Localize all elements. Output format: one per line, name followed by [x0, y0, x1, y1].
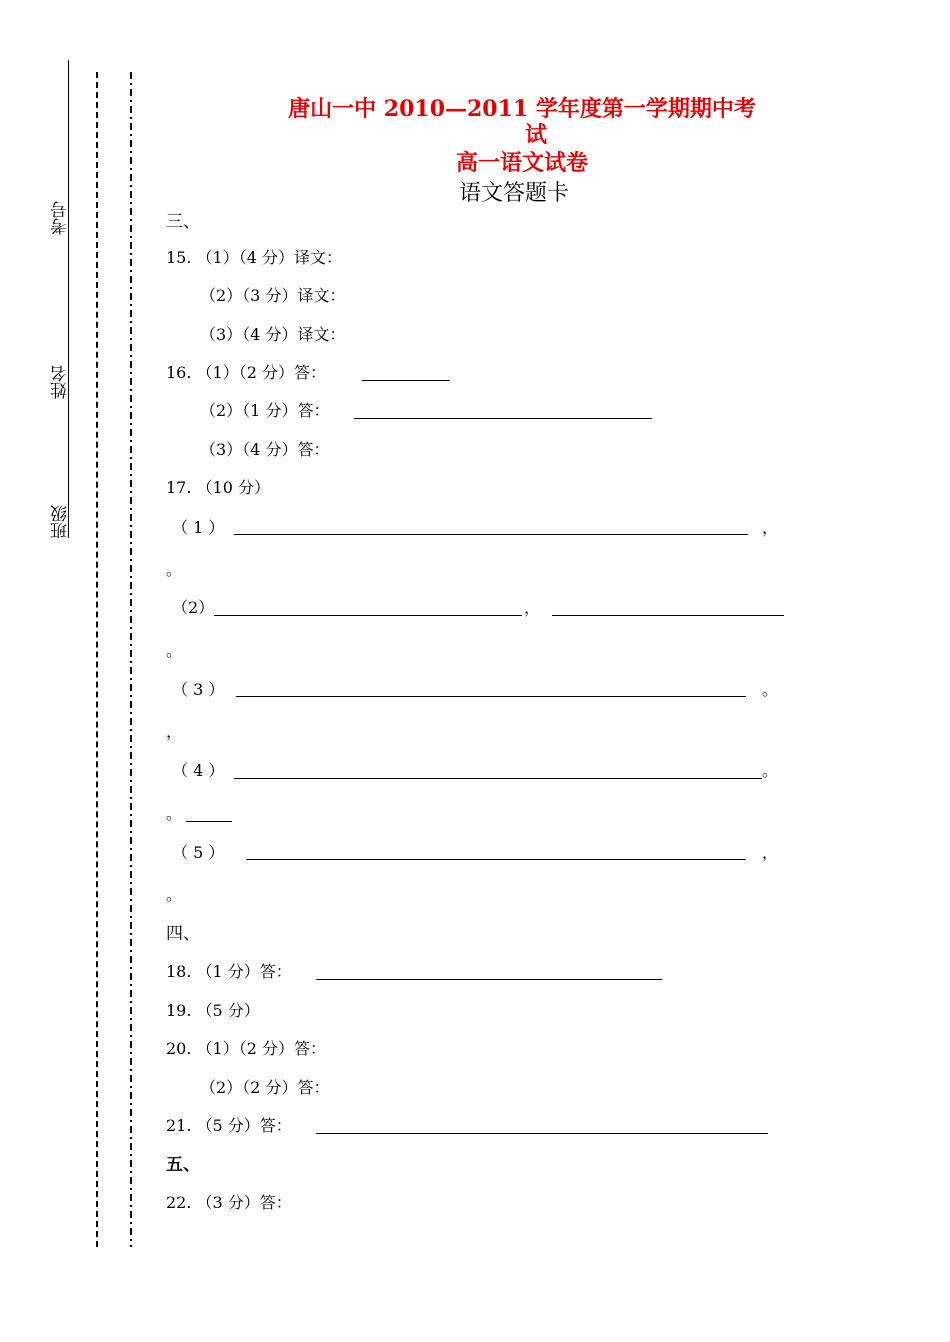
- exam-title-line3: 高一语文试卷: [455, 150, 588, 176]
- q21: 21. （5 分）答：: [166, 1116, 292, 1135]
- q17-item3-end: 。: [762, 680, 779, 699]
- q17-item1-next: 。: [166, 560, 183, 579]
- q17-item4-next: 。: [166, 804, 183, 823]
- q17-item5-end: ，: [762, 843, 779, 862]
- q17-item4-label: （ 4 ）: [172, 761, 225, 780]
- q17-item5-next: 。: [166, 885, 183, 904]
- q17-item3-next: ，: [166, 722, 183, 741]
- q16-part2-blank[interactable]: [354, 418, 652, 419]
- binding-line-dashdot: [130, 72, 132, 1247]
- q15-part1: 15. （1）（4 分）译文：: [166, 248, 342, 267]
- q17-heading: 17. （10 分）: [166, 478, 270, 497]
- section-4-heading: 四、: [166, 924, 200, 944]
- q17-item3-label: （ 3 ）: [172, 680, 225, 699]
- q16-part3: （3）（4 分）答：: [200, 440, 330, 459]
- q17-item5-label: （ 5 ）: [172, 843, 225, 862]
- section-3-heading: 三、: [166, 212, 200, 232]
- q17-item1-end: ，: [762, 518, 779, 537]
- binding-line-solid: [68, 60, 69, 538]
- q20-part1: 20. （1）（2 分）答：: [166, 1039, 326, 1058]
- name-label: 姓名: [51, 365, 71, 399]
- q17-item2-mid: ，: [524, 598, 541, 617]
- q17-item5-blank[interactable]: [246, 859, 746, 860]
- q17-item4-next-blank[interactable]: [186, 821, 232, 822]
- class-label: 班级: [51, 505, 71, 539]
- q15-part3: （3）（4 分）译文：: [200, 325, 346, 344]
- q22: 22. （3 分）答：: [166, 1193, 292, 1212]
- q16-part1-blank[interactable]: [362, 380, 450, 381]
- q15-part2: （2）（3 分）译文：: [200, 286, 346, 305]
- binding-line-dashed: [96, 72, 98, 1247]
- q16-part1: 16. （1）（2 分）答：: [166, 363, 326, 382]
- exam-title-line2: 试: [524, 122, 547, 148]
- answer-card-title: 语文答题卡: [458, 181, 569, 206]
- exam-no-label: 考号: [51, 201, 71, 235]
- q17-item2-next: 。: [166, 641, 183, 660]
- q18-blank[interactable]: [316, 979, 662, 980]
- q17-item4-blank[interactable]: [234, 778, 762, 779]
- q17-item3-blank[interactable]: [236, 696, 746, 697]
- q17-item1-blank[interactable]: [234, 534, 748, 535]
- q18: 18. （1 分）答：: [166, 962, 292, 981]
- q17-item2-blank-a[interactable]: [214, 615, 522, 616]
- exam-title-line1: 唐山一中 2010—2011 学年度第一学期期中考: [288, 96, 756, 122]
- q17-item2-label: （2）: [172, 598, 215, 617]
- q17-item2-blank-b[interactable]: [552, 615, 784, 616]
- q17-item1-label: （ 1 ）: [172, 518, 225, 537]
- q19: 19. （5 分）: [166, 1001, 260, 1020]
- section-5-heading: 五、: [166, 1155, 200, 1175]
- q17-item4-end: 。: [762, 761, 779, 780]
- q16-part2: （2）（1 分）答：: [200, 401, 330, 420]
- q20-part2: （2）（2 分）答：: [200, 1078, 330, 1097]
- q21-blank[interactable]: [316, 1133, 768, 1134]
